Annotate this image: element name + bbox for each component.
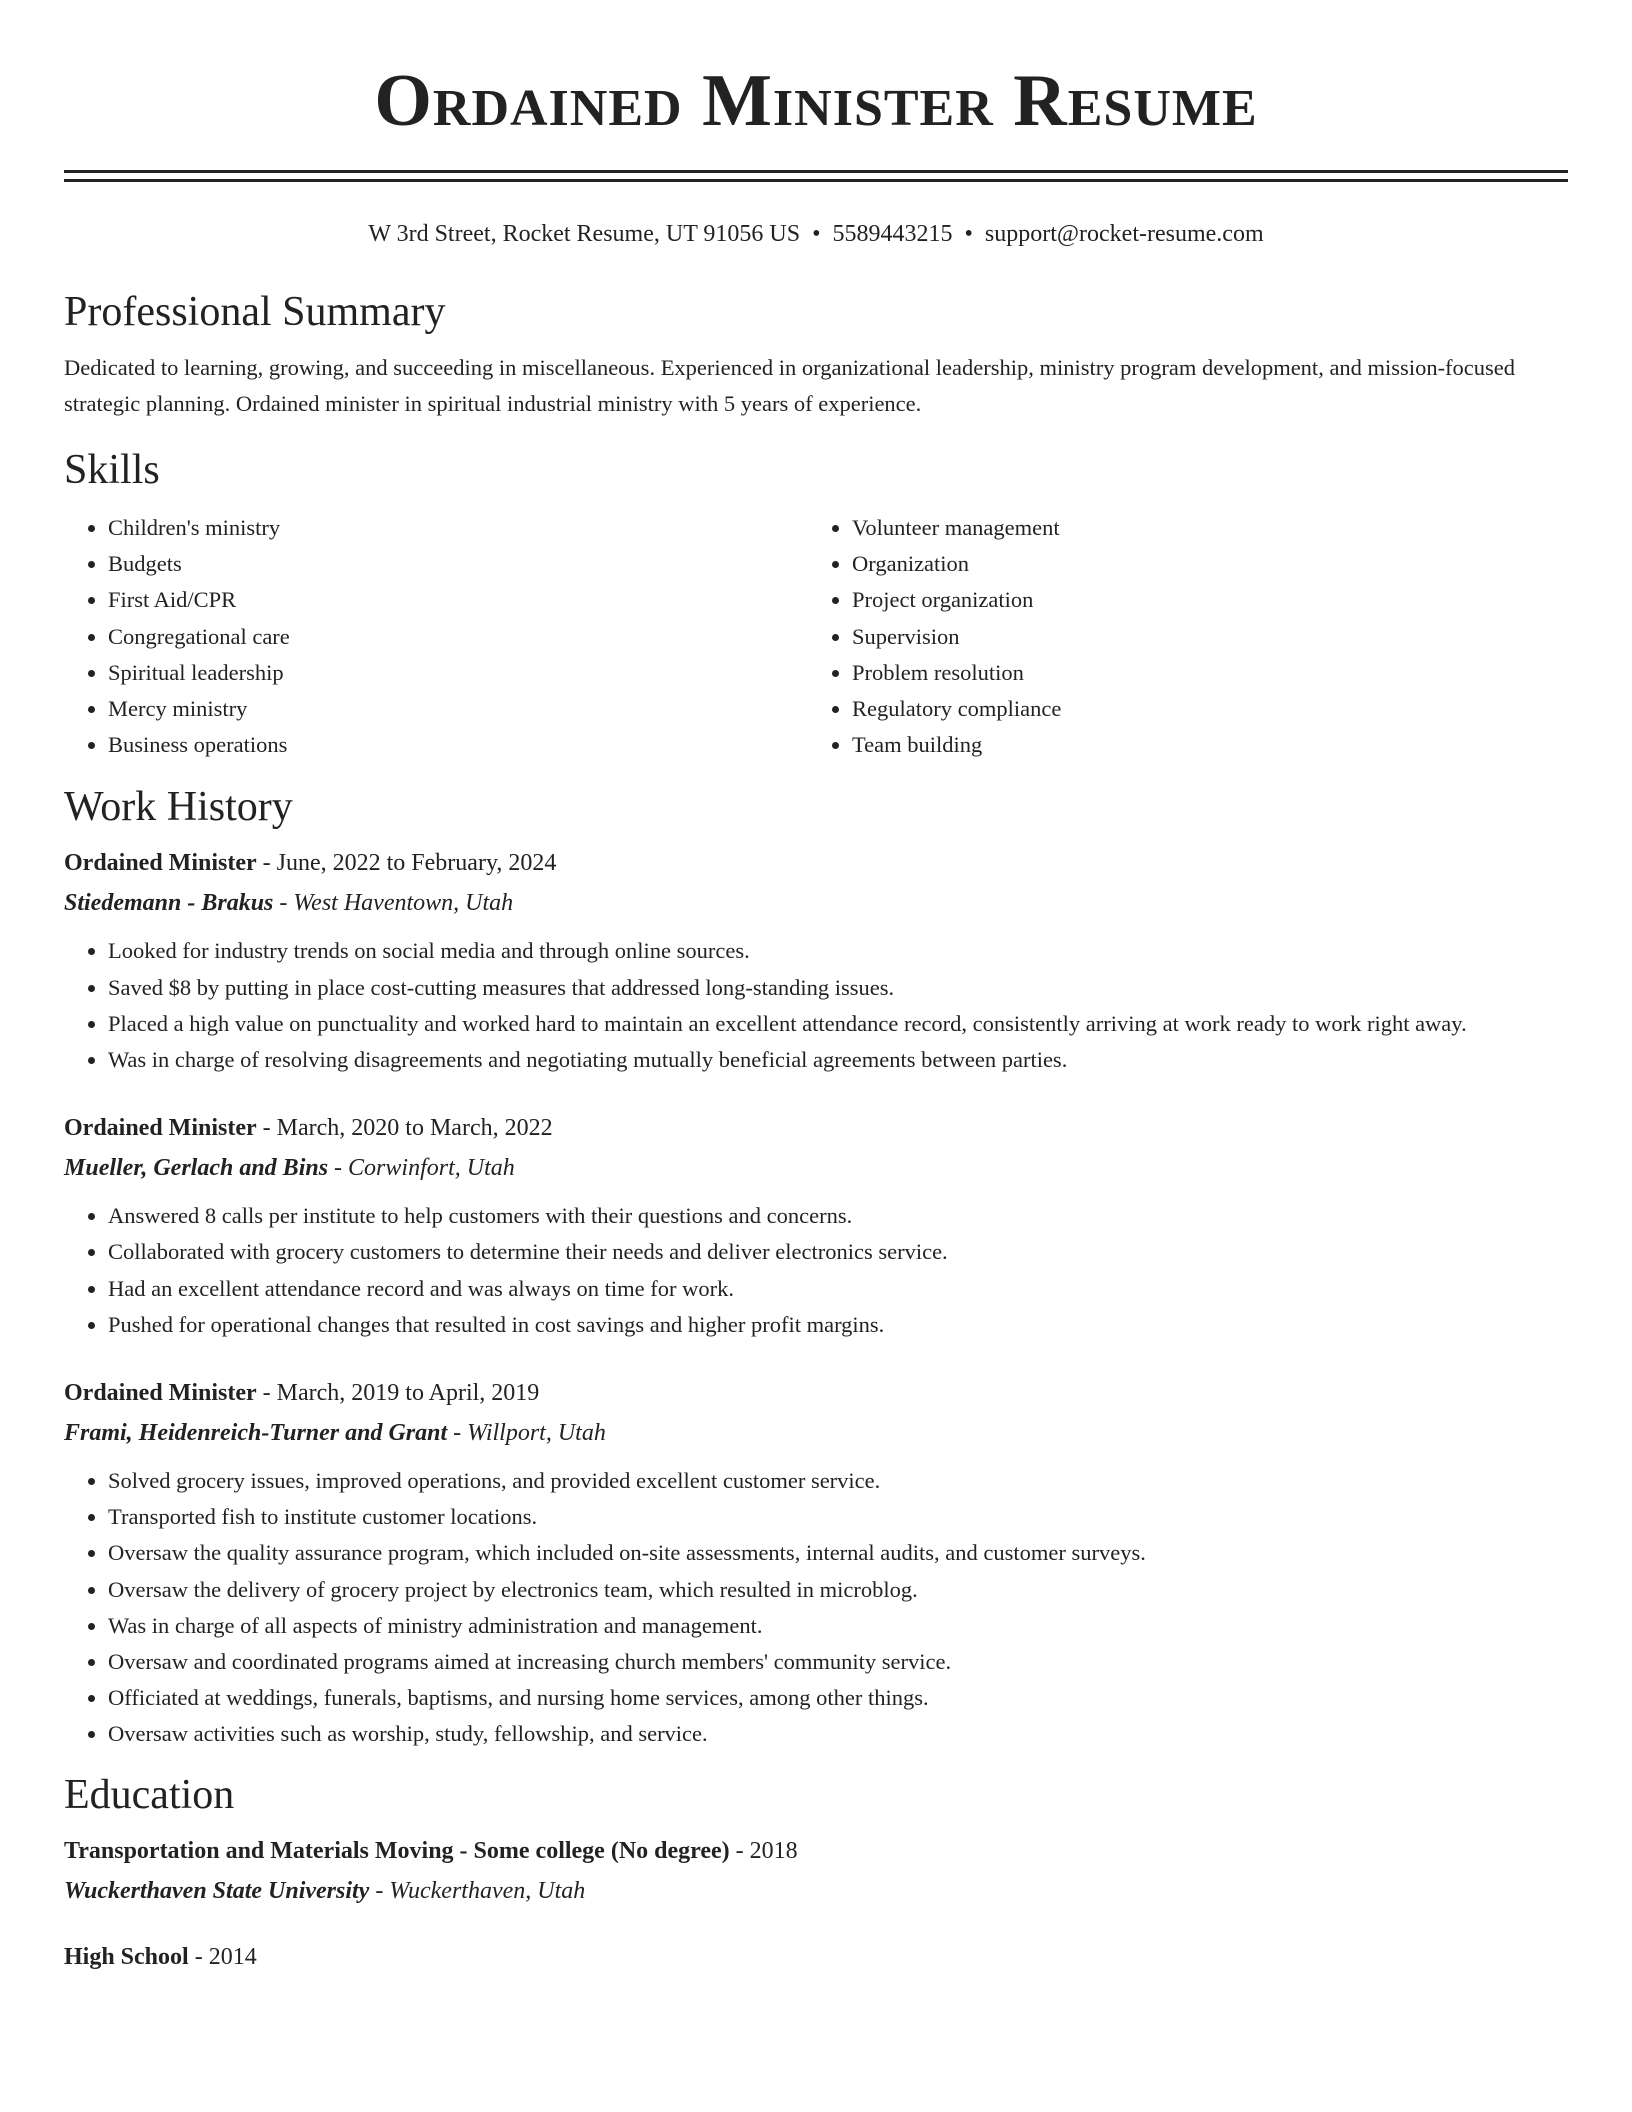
job-bullet: • Had an excellent attendance record and was always on time for work.	[108, 1271, 1568, 1307]
job-bullet: • Oversaw the delivery of grocery project by electronics team, which resulted in microblog.	[108, 1572, 1568, 1608]
job-bullet: • Officiated at weddings, funerals, baptisms, and nursing home services, among other things.	[108, 1680, 1568, 1716]
education-degree: Transportation and Materials Moving - Some college (No degree)	[64, 1837, 730, 1864]
title-divider-bottom	[64, 179, 1568, 182]
title-divider-top	[64, 170, 1568, 173]
education-degree: High School	[64, 1943, 189, 1970]
job-title-line	[64, 1110, 1568, 1146]
job-company: Frami, Heidenreich-Turner and Grant	[64, 1420, 448, 1447]
job-bullet: • Saved $8 by putting in place cost-cutting measures that addressed long-standing issues.	[108, 970, 1568, 1006]
job-company-line	[64, 885, 1568, 921]
job-company-line	[64, 1415, 1568, 1451]
education-heading: Education	[64, 1771, 235, 1818]
job-bullet: • Collaborated with grocery customers to determine their needs and deliver electronics service.	[108, 1234, 1568, 1270]
skills-list-right	[808, 510, 1552, 763]
contact-address: W 3rd Street, Rocket Resume, UT 91056 US	[368, 221, 801, 247]
job-bullet: • Was in charge of all aspects of ministry administration and management.	[108, 1608, 1568, 1644]
job-bullets	[64, 1463, 1568, 1753]
job-bullet: • Answered 8 calls per institute to help customers with their questions and concerns.	[108, 1198, 1568, 1234]
job-bullet: • Oversaw and coordinated programs aimed at increasing church members' community service.	[108, 1644, 1568, 1680]
skills-list-left	[64, 510, 808, 763]
skill-item: • Problem resolution	[852, 655, 1552, 691]
summary-section	[64, 288, 1568, 422]
skill-item: • Project organization	[852, 582, 1552, 618]
job-role: Ordained Minister	[64, 1380, 257, 1407]
job-bullets	[64, 1198, 1568, 1343]
job-bullet: • Looked for industry trends on social media and through online sources.	[108, 933, 1568, 969]
job-bullet: • Solved grocery issues, improved operations, and provided excellent customer service.	[108, 1463, 1568, 1499]
job-entry	[64, 1375, 1568, 1753]
contact-separator: •	[812, 221, 821, 247]
job-location: - Willport, Utah	[447, 1420, 606, 1447]
skill-item: • Team building	[852, 727, 1552, 763]
resume-title: Ordained Minister Resume	[374, 60, 1258, 142]
job-bullet: • Pushed for operational changes that resulted in cost savings and higher profit margins.	[108, 1307, 1568, 1343]
skill-item: • Business operations	[108, 727, 808, 763]
education-degree-line	[64, 1833, 1568, 1869]
job-dates: - March, 2019 to April, 2019	[256, 1380, 540, 1407]
work-section	[64, 783, 1568, 1752]
job-location: - West Haventown, Utah	[273, 890, 514, 917]
contact-email: support@rocket-resume.com	[984, 221, 1264, 247]
skills-columns	[64, 510, 1568, 763]
skill-item: • Budgets	[108, 546, 808, 582]
job-dates: - June, 2022 to February, 2024	[256, 850, 557, 877]
education-entry	[64, 1833, 1568, 1909]
education-school: Wuckerthaven State University	[64, 1877, 370, 1904]
job-bullet: • Oversaw activities such as worship, study, fellowship, and service.	[108, 1716, 1568, 1752]
skill-item: • Children's ministry	[108, 510, 808, 546]
education-degree-line	[64, 1939, 1568, 1975]
job-role: Ordained Minister	[64, 850, 257, 877]
contact-phone: 5589443215	[832, 221, 953, 247]
skills-section	[64, 446, 1568, 763]
job-entry	[64, 1110, 1568, 1343]
skill-item: • Regulatory compliance	[852, 691, 1552, 727]
job-company-line	[64, 1150, 1568, 1186]
summary-text: Dedicated to learning, growing, and succeeding in miscellaneous. Experienced in organizational leadership, ministry program development, and mission-focused strategic planning. Ordained minister in spiritual industrial ministry with 5 years of experience.	[64, 355, 1516, 416]
job-bullet: • Transported fish to institute customer locations.	[108, 1499, 1568, 1535]
resume-page	[64, 0, 1568, 1975]
education-location: - Wuckerthaven, Utah	[369, 1877, 586, 1904]
job-company: Mueller, Gerlach and Bins	[64, 1155, 329, 1182]
job-title-line	[64, 1375, 1568, 1411]
education-school-line	[64, 1873, 1568, 1909]
skills-heading: Skills	[64, 447, 160, 493]
work-heading: Work History	[64, 784, 293, 831]
skill-item: • Organization	[852, 546, 1552, 582]
skill-item: • Congregational care	[108, 619, 808, 655]
job-bullet: • Was in charge of resolving disagreements and negotiating mutually beneficial agreements between parties.	[108, 1042, 1568, 1078]
job-bullet: • Placed a high value on punctuality and worked hard to maintain an excellent attendance record, consistently arriving at work ready to work right away.	[108, 1006, 1568, 1042]
job-bullets	[64, 933, 1568, 1078]
education-entry	[64, 1939, 1568, 1975]
job-role: Ordained Minister	[64, 1115, 257, 1142]
education-year: - 2014	[188, 1943, 257, 1970]
skill-item: • Volunteer management	[852, 510, 1552, 546]
job-entry	[64, 845, 1568, 1078]
job-location: - Corwinfort, Utah	[328, 1155, 515, 1182]
skill-item: • Spiritual leadership	[108, 655, 808, 691]
job-dates: - March, 2020 to March, 2022	[256, 1115, 553, 1142]
skill-item: • Mercy ministry	[108, 691, 808, 727]
job-bullet: • Oversaw the quality assurance program, which included on-site assessments, internal audits, and customer surveys.	[108, 1535, 1568, 1571]
contact-separator: •	[964, 221, 973, 247]
summary-heading: Professional Summary	[64, 289, 446, 335]
skill-item: • Supervision	[852, 619, 1552, 655]
skill-item: • First Aid/CPR	[108, 582, 808, 618]
education-section	[64, 1771, 1568, 1975]
job-company: Stiedemann - Brakus	[64, 890, 274, 917]
job-title-line	[64, 845, 1568, 881]
contact-line	[64, 220, 1568, 248]
education-year: - 2018	[729, 1837, 798, 1864]
